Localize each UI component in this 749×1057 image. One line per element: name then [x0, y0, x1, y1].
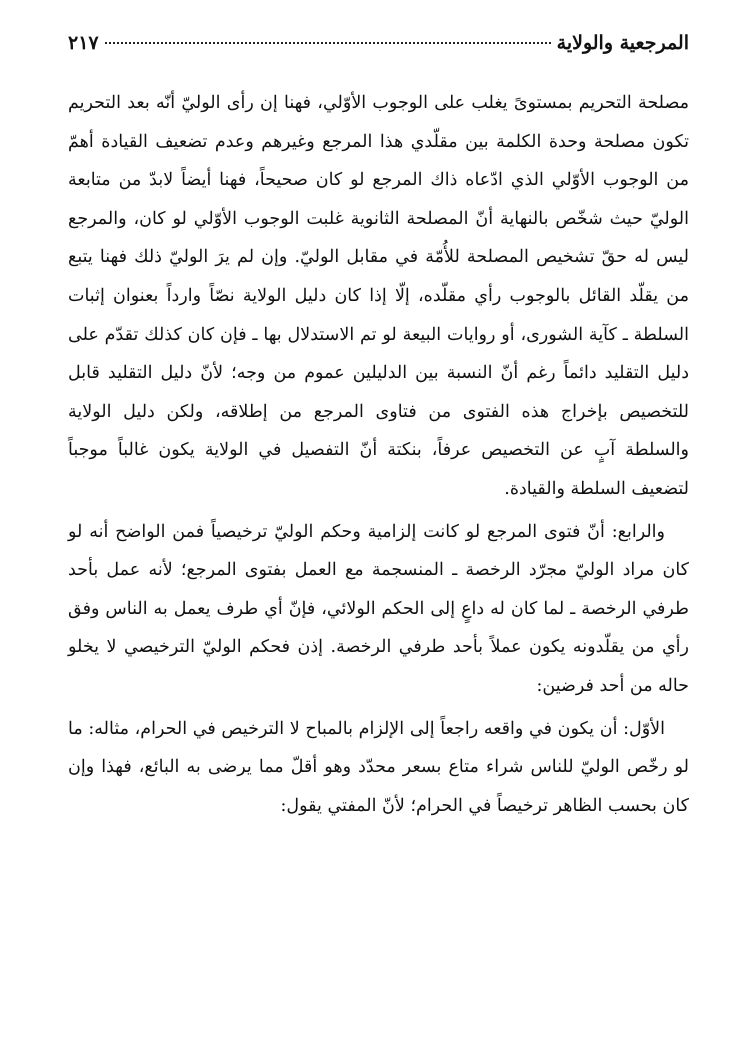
- leader-dots: [105, 42, 551, 44]
- page-number: ٢١٧: [68, 32, 99, 54]
- body-text: [68, 84, 689, 825]
- running-header: [68, 32, 689, 62]
- chapter-title: المرجعية والولاية: [556, 32, 689, 54]
- paragraph: مصلحة التحريم بمستوىً يغلب على الوجوب الأوّلي، فهنا إن رأى الوليّ أنّه بعد التحريم تكون مصلحة وحدة الكلمة بين مقلّدي هذا المرجع وغيرهم وعدم تضعيف القيادة أهمّ من الوجوب الأوّلي الذي ادّعاه ذاك المرجع لو كان صحيحاً، فهنا أيضاً لابدّ من متابعة الوليّ حيث شخّص بالنهاية أنّ المصلحة الثانوية غلبت الوجوب الأوّلي لو كان، والمرجع ليس له حقّ تشخيص المصلحة للأُمّة في مقابل الوليّ. وإن لم يرَ الوليّ ذلك فهنا يتبع من يقلّد القائل بالوجوب رأي مقلّده، إلّا إذا كان دليل الولاية نصّاً وارداً بعنوان إثبات السلطة ـ كآية الشورى، أو روايات البيعة لو تم الاستدلال بها ـ فإن كان كذلك تقدّم على دليل التقليد دائماً رغم أنّ النسبة بين الدليلين عموم من وجه؛ لأنّ دليل التقليد قابل للتخصيص بإخراج هذه الفتوى من فتاوى المرجع من إطلاقه، ولكن دليل الولاية والسلطة آبٍ عن التخصيص عرفاً، بنكتة أنّ التفصيل في الولاية يكون غالباً موجباً لتضعيف السلطة والقيادة.: [68, 93, 689, 499]
- paragraph: الأوّل: أن يكون في واقعه راجعاً إلى الإلزام بالمباح لا الترخيص في الحرام، مثاله: ما لو رخّص الوليّ للناس شراء متاع بسعر محدّد وهو أقلّ مما يرضى به البائع، فهذا وإن كان بحسب الظاهر ترخيصاً في الحرام؛ لأنّ المفتي يقول:: [68, 718, 689, 816]
- paragraph: والرابع: أنّ فتوى المرجع لو كانت إلزامية وحكم الوليّ ترخيصياً فمن الواضح أنه لو كان مراد الوليّ مجرّد الرخصة ـ المنسجمة مع العمل بفتوى المرجع؛ لأنه عمل بأحد طرفي الرخصة ـ لما كان له داعٍ إلى الحكم الولائي، فإنّ أي طرف يعمل به الناس وفق رأي من يقلّدونه يكون عملاً بأحد طرفي الرخصة. إذن فحكم الوليّ الترخيصي لا يخلو حاله من أحد فرضين:: [68, 521, 689, 696]
